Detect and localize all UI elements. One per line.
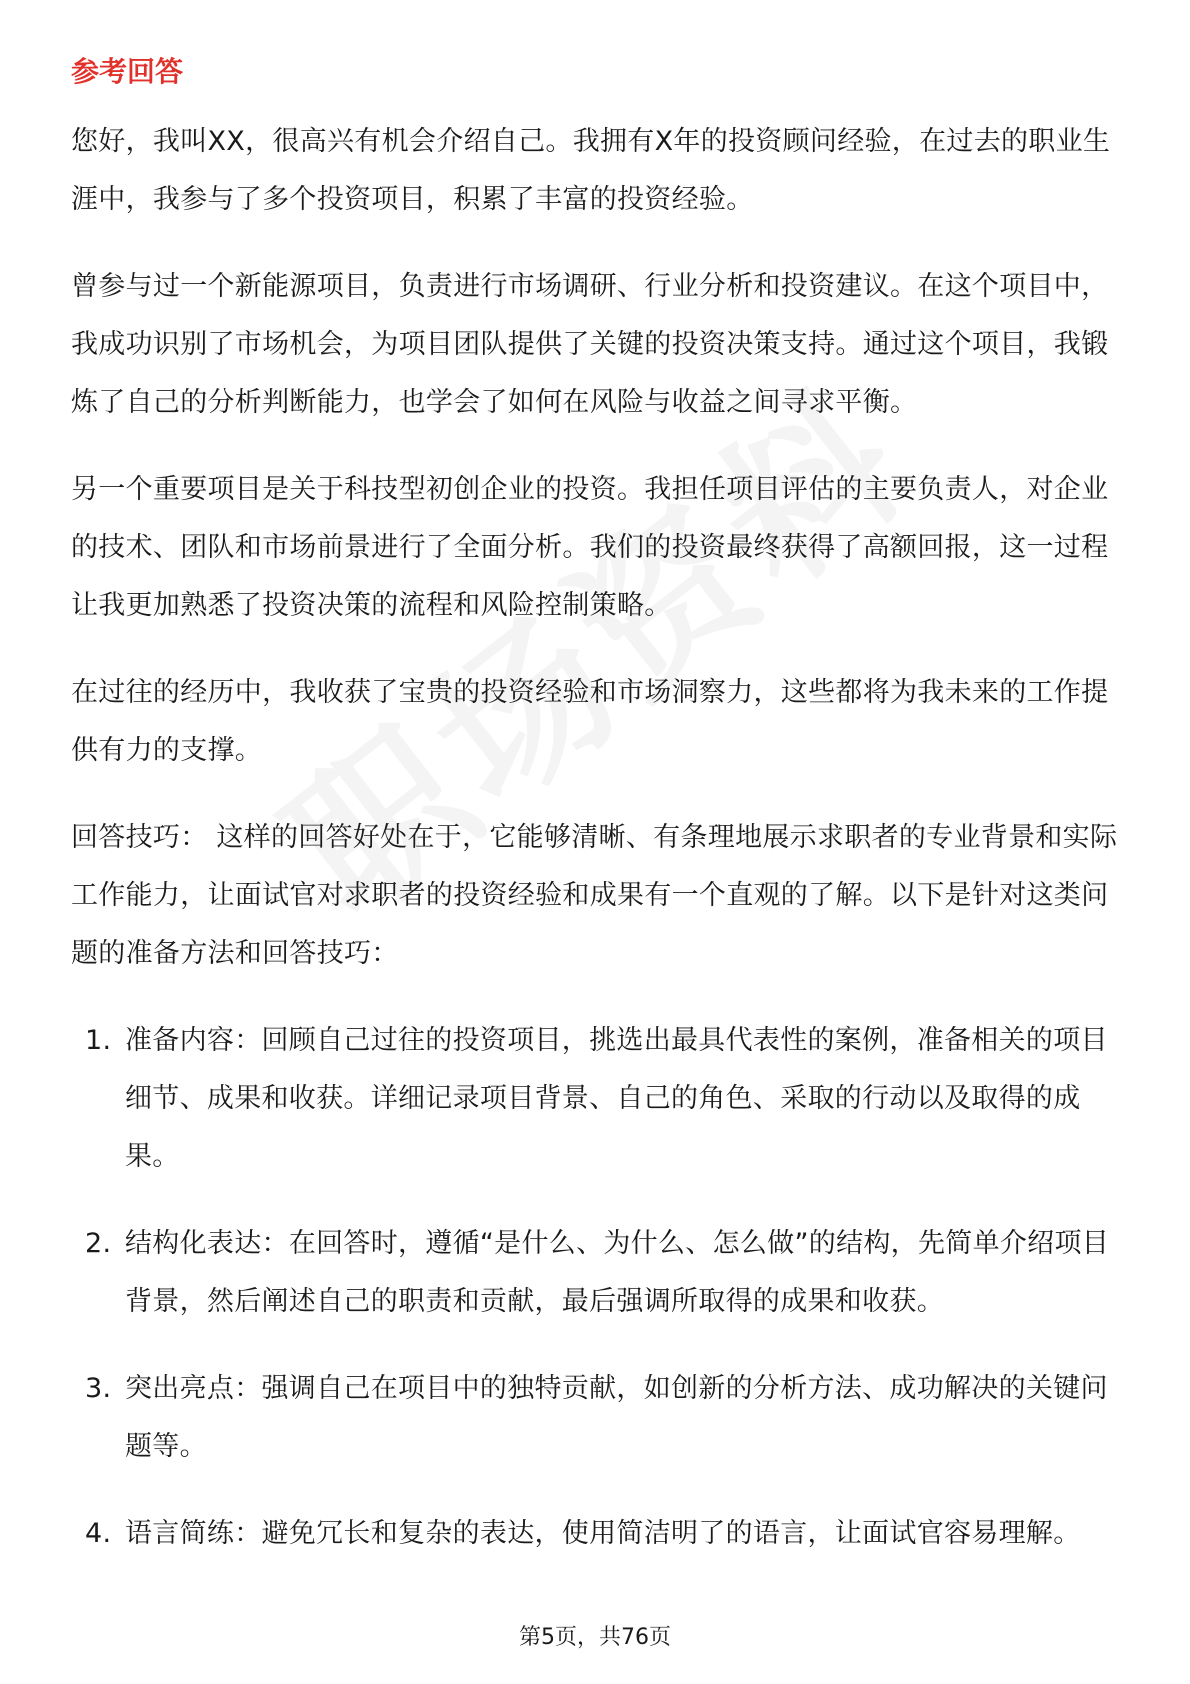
- section-title: 参考回答: [71, 55, 184, 88]
- list-item-number: 2.: [85, 1228, 112, 1259]
- list-item: [71, 1012, 1121, 1186]
- paragraph-summary: 在过往的经历中，我收获了宝贵的投资经验和市场洞察力，这些都将为我未来的工作提供有力的支撑。: [71, 677, 1109, 766]
- paragraph-intro: 您好，我叫XX，很高兴有机会介绍自己。我拥有X年的投资顾问经验，在过去的职业生涯中，我参与了多个投资项目，积累了丰富的投资经验。: [71, 126, 1111, 215]
- list-item: [71, 1505, 1121, 1563]
- list-item-number: 4.: [85, 1518, 112, 1549]
- paragraph-project-energy: 曾参与过一个新能源项目，负责进行市场调研、行业分析和投资建议。在这个项目中，我成功识别了市场机会，为项目团队提供了关键的投资决策支持。通过这个项目，我锻炼了自己的分析判断能力，也学会了如何在风险与收益之间寻求平衡。: [71, 271, 1109, 418]
- list-item-text: 准备内容：回顾自己过往的投资项目，挑选出最具代表性的案例，准备相关的项目细节、成果和收获。详细记录项目背景、自己的角色、采取的行动以及取得的成果。: [125, 1025, 1108, 1172]
- list-item: [71, 1215, 1121, 1331]
- tips-list: [71, 1012, 1121, 1563]
- paragraph-project-tech: 另一个重要项目是关于科技型初创企业的投资。我担任项目评估的主要负责人，对企业的技术、团队和市场前景进行了全面分析。我们的投资最终获得了高额回报，这一过程让我更加熟悉了投资决策的流程和风险控制策略。: [71, 474, 1109, 621]
- page-number-footer: 第5页，共76页: [519, 1625, 671, 1650]
- list-item-number: 1.: [85, 1025, 112, 1056]
- page-content: [71, 52, 1121, 1592]
- list-item-text: 语言简练：避免冗长和复杂的表达，使用简洁明了的语言，让面试官容易理解。: [125, 1518, 1081, 1549]
- list-item-text: 结构化表达：在回答时，遵循“是什么、为什么、怎么做”的结构，先简单介绍项目背景，然后阐述自己的职责和贡献，最后强调所取得的成果和收获。: [125, 1228, 1110, 1317]
- paragraph-tips: 回答技巧： 这样的回答好处在于，它能够清晰、有条理地展示求职者的专业背景和实际工作能力，让面试官对求职者的投资经验和成果有一个直观的了解。以下是针对这类问题的准备方法和回答技巧：: [71, 822, 1118, 969]
- list-item-number: 3.: [85, 1373, 112, 1404]
- list-item: [71, 1360, 1121, 1476]
- list-item-text: 突出亮点：强调自己在项目中的独特贡献，如创新的分析方法、成功解决的关键问题等。: [125, 1373, 1108, 1462]
